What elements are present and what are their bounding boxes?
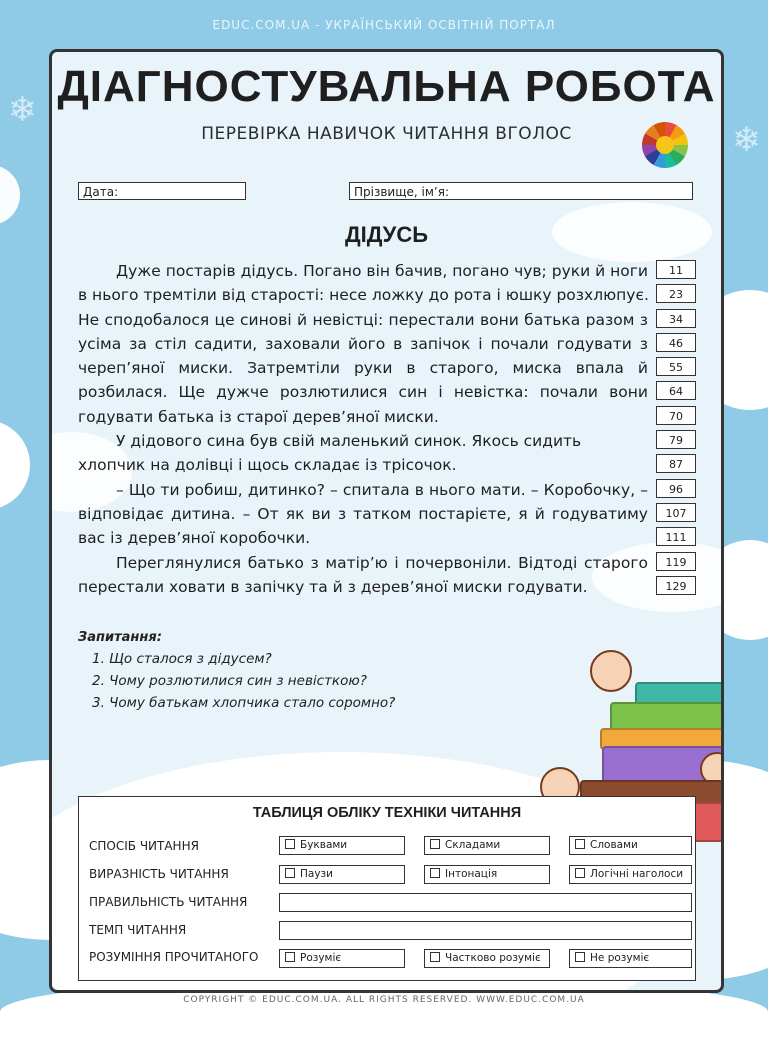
tempo-field[interactable] <box>279 921 692 940</box>
question-item: 2. Чому розлютилися син з невісткою? <box>92 673 367 689</box>
row-label-understanding: РОЗУМІННЯ ПРОЧИТАНОГО <box>89 950 259 964</box>
checkbox-option[interactable] <box>279 865 405 884</box>
checkbox-icon <box>575 952 585 962</box>
option-label: Не розуміє <box>590 952 650 964</box>
date-field[interactable] <box>78 182 246 200</box>
page-subtitle: ПЕРЕВІРКА НАВИЧОК ЧИТАННЯ ВГОЛОС <box>201 124 572 144</box>
checkbox-icon <box>430 839 440 849</box>
row-label-tempo: ТЕМП ЧИТАННЯ <box>89 923 187 937</box>
story-line: розбилася. Ще дужче розлютилися син і невістка: почали вони <box>78 383 648 402</box>
question-item: 3. Чому батькам хлопчика стало соромно? <box>92 695 396 711</box>
checkbox-icon <box>285 839 295 849</box>
row-label-correctness: ПРАВИЛЬНІСТЬ ЧИТАННЯ <box>89 895 248 909</box>
option-label: Логічні наголоси <box>590 868 684 880</box>
snowflake-icon: ❄ <box>8 90 37 130</box>
checkbox-option[interactable] <box>569 949 692 968</box>
word-count-box: 34 <box>656 309 696 328</box>
option-label: Словами <box>590 839 638 851</box>
row-label-expressiveness: ВИРАЗНІСТЬ ЧИТАННЯ <box>89 867 229 881</box>
background-cloud <box>0 165 20 225</box>
table-title: ТАБЛИЦЯ ОБЛІКУ ТЕХНІКИ ЧИТАННЯ <box>252 805 522 821</box>
story-line: хлопчик на долівці і щось складає із трісочок. <box>78 456 457 475</box>
row-label-method: СПОСІБ ЧИТАННЯ <box>89 839 199 853</box>
word-count-box: 96 <box>656 479 696 498</box>
word-count-box: 64 <box>656 381 696 400</box>
checkbox-icon <box>430 952 440 962</box>
kid-illustration <box>590 650 632 692</box>
checkbox-icon <box>285 952 295 962</box>
checkbox-icon <box>285 868 295 878</box>
story-line: Не сподобалося це синові й невістці: перестали вони батька разом з <box>78 310 648 329</box>
name-field[interactable] <box>349 182 693 200</box>
checkbox-option[interactable] <box>569 865 692 884</box>
checkbox-icon <box>430 868 440 878</box>
story-line: перестали ховати в запічку та й з дерев’яної миски годувати. <box>78 577 588 596</box>
word-count-box: 55 <box>656 357 696 376</box>
checkbox-option[interactable] <box>279 836 405 855</box>
word-count-box: 79 <box>656 430 696 449</box>
checkbox-option[interactable] <box>279 949 405 968</box>
portal-header: EDUC.COM.UA - УКРАЇНСЬКИЙ ОСВІТНІЙ ПОРТАЛ <box>212 18 556 32</box>
color-wheel-logo-icon <box>642 122 688 168</box>
word-count-box: 23 <box>656 284 696 303</box>
story-line: Дуже постарів дідусь. Погано він бачив, погано чув; руки й ноги <box>116 262 648 280</box>
checkbox-option[interactable] <box>424 949 550 968</box>
word-count-box: 11 <box>656 260 696 279</box>
checkbox-icon <box>575 868 585 878</box>
copyright-footer: COPYRIGHT © EDUC.COM.UA. ALL RIGHTS RESERVED. WWW.EDUC.COM.UA <box>183 995 585 1005</box>
story-line: усіма за стіл садити, заховали його в запічок і почали годувати з <box>78 334 648 353</box>
background-cloud <box>0 420 30 510</box>
questions-section <box>78 630 395 711</box>
story-line: вас із дерев’яної коробочки. <box>78 529 311 548</box>
story-line: годувати батька із старої дерев’яної миски. <box>78 407 439 426</box>
story-title: ДІДУСЬ <box>344 222 429 247</box>
story-line: відповідає дитина. – От як ви з татком постарієте, я й годуватиму <box>78 504 648 523</box>
word-count-column <box>656 260 696 600</box>
option-label: Інтонація <box>445 868 498 880</box>
story-line: Переглянулися батько з матір’ю і почервоніли. Відтоді старого <box>116 553 648 572</box>
word-count-box: 87 <box>656 454 696 473</box>
questions-heading: Запитання: <box>78 630 162 645</box>
page-title: ДІАГНОСТУВАЛЬНА РОБОТА <box>57 62 716 111</box>
checkbox-option[interactable] <box>569 836 692 855</box>
story-line: У дідового сина був свій маленький синок. Якось сидить <box>116 432 582 451</box>
option-label: Складами <box>445 839 501 851</box>
correctness-field[interactable] <box>279 893 692 912</box>
word-count-box: 129 <box>656 576 696 595</box>
option-label: Буквами <box>300 839 348 851</box>
option-label: Частково розуміє <box>445 952 541 964</box>
story-line: в нього тремтіли від старості: несе ложку до рота і юшку розхлюпує. <box>78 286 649 305</box>
word-count-box: 119 <box>656 552 696 571</box>
story-line: череп’яної миски. Затремтіли руки в старого, миска впала й <box>78 359 648 378</box>
name-label: Прізвище, ім’я: <box>354 185 450 199</box>
checkbox-icon <box>575 839 585 849</box>
worksheet-page <box>49 49 724 993</box>
word-count-box: 46 <box>656 333 696 352</box>
checkbox-option[interactable] <box>424 836 550 855</box>
date-label: Дата: <box>83 185 119 199</box>
reading-technique-table <box>78 796 696 981</box>
question-item: 1. Що сталося з дідусем? <box>92 651 272 667</box>
word-count-box: 107 <box>656 503 696 522</box>
story-line: – Що ти робиш, дитинко? – спитала в нього мати. – Коробочку, – <box>116 480 648 499</box>
word-count-box: 111 <box>656 527 696 546</box>
story-text <box>78 259 648 599</box>
checkbox-option[interactable] <box>424 865 550 884</box>
option-label: Паузи <box>300 868 333 880</box>
snowflake-icon: ❄ <box>732 120 761 160</box>
word-count-box: 70 <box>656 406 696 425</box>
option-label: Розуміє <box>300 952 342 964</box>
